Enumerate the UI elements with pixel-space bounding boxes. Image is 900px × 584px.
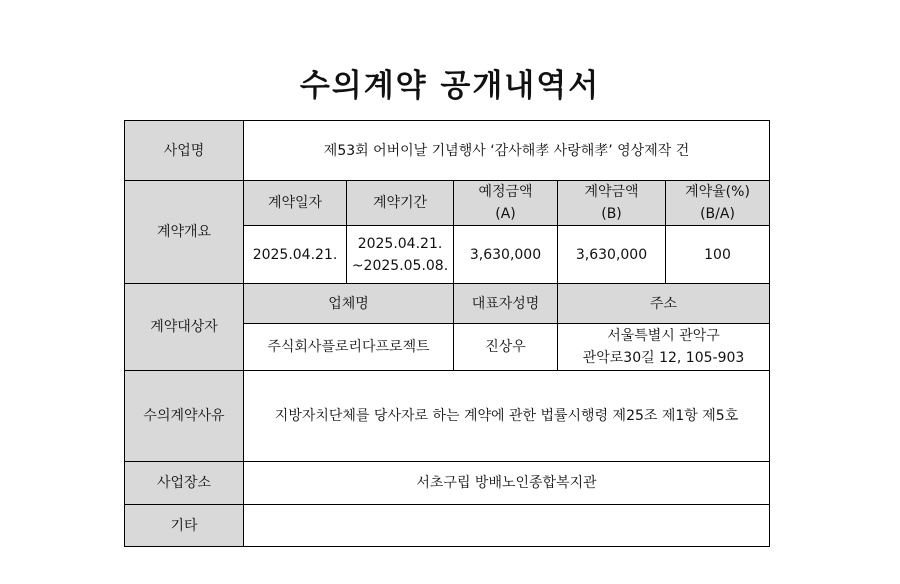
- estimated-amount-value: 3,630,000: [454, 226, 558, 284]
- contract-amount-header: [558, 181, 666, 226]
- address-line1: 서울특별시 관악구: [607, 328, 720, 344]
- contract-rate-header-line2: (B/A): [700, 206, 735, 222]
- location-label: 사업장소: [125, 462, 244, 505]
- representative-value: 진상우: [454, 324, 558, 371]
- contract-rate-value: 100: [666, 226, 770, 284]
- company-name-value: 주식회사플로리다프로젝트: [244, 324, 454, 371]
- contract-rate-header: [666, 181, 770, 226]
- contractor-header-row: [125, 284, 770, 324]
- contract-date-header: 계약일자: [244, 181, 347, 226]
- contract-overview-label: 계약개요: [125, 181, 244, 284]
- contract-rate-header-line1: 계약율(%): [685, 184, 750, 200]
- etc-row: [125, 505, 770, 547]
- company-name-header: 업체명: [244, 284, 454, 324]
- contract-period-end: ~2025.05.08.: [351, 257, 449, 274]
- contract-period-header: 계약기간: [347, 181, 454, 226]
- contract-reason-row: [125, 371, 770, 462]
- location-row: [125, 462, 770, 505]
- project-name-label: 사업명: [125, 121, 244, 181]
- contract-reason-value: 지방자치단체를 당사자로 하는 계약에 관한 법률시행령 제25조 제1항 제5호: [244, 371, 770, 462]
- contract-amount-header-line2: (B): [601, 206, 622, 222]
- contract-amount-value: 3,630,000: [558, 226, 666, 284]
- contractor-label: 계약대상자: [125, 284, 244, 371]
- address-value: [558, 324, 770, 371]
- contract-date-value: 2025.04.21.: [244, 226, 347, 284]
- document-title: 수의계약 공개내역서: [299, 68, 601, 104]
- etc-label: 기타: [125, 505, 244, 547]
- address-header: 주소: [558, 284, 770, 324]
- estimated-amount-header-line1: 예정금액: [478, 184, 533, 200]
- contract-overview-header-row: [125, 181, 770, 226]
- contract-disclosure-table: [124, 120, 770, 547]
- etc-value: [244, 505, 770, 547]
- contract-reason-label: 수의계약사유: [125, 371, 244, 462]
- estimated-amount-header: [454, 181, 558, 226]
- contract-period-value: [347, 226, 454, 284]
- representative-header: 대표자성명: [454, 284, 558, 324]
- estimated-amount-header-line2: (A): [495, 206, 516, 222]
- location-value: 서초구립 방배노인종합복지관: [244, 462, 770, 505]
- contract-period-start: 2025.04.21.: [357, 235, 443, 252]
- project-name-row: [125, 121, 770, 181]
- address-line2: 관악로30길 12, 105-903: [582, 350, 745, 366]
- contract-amount-header-line1: 계약금액: [584, 184, 639, 200]
- project-name-value: 제53회 어버이날 기념행사 ‘감사해孝 사랑해孝’ 영상제작 건: [244, 121, 770, 181]
